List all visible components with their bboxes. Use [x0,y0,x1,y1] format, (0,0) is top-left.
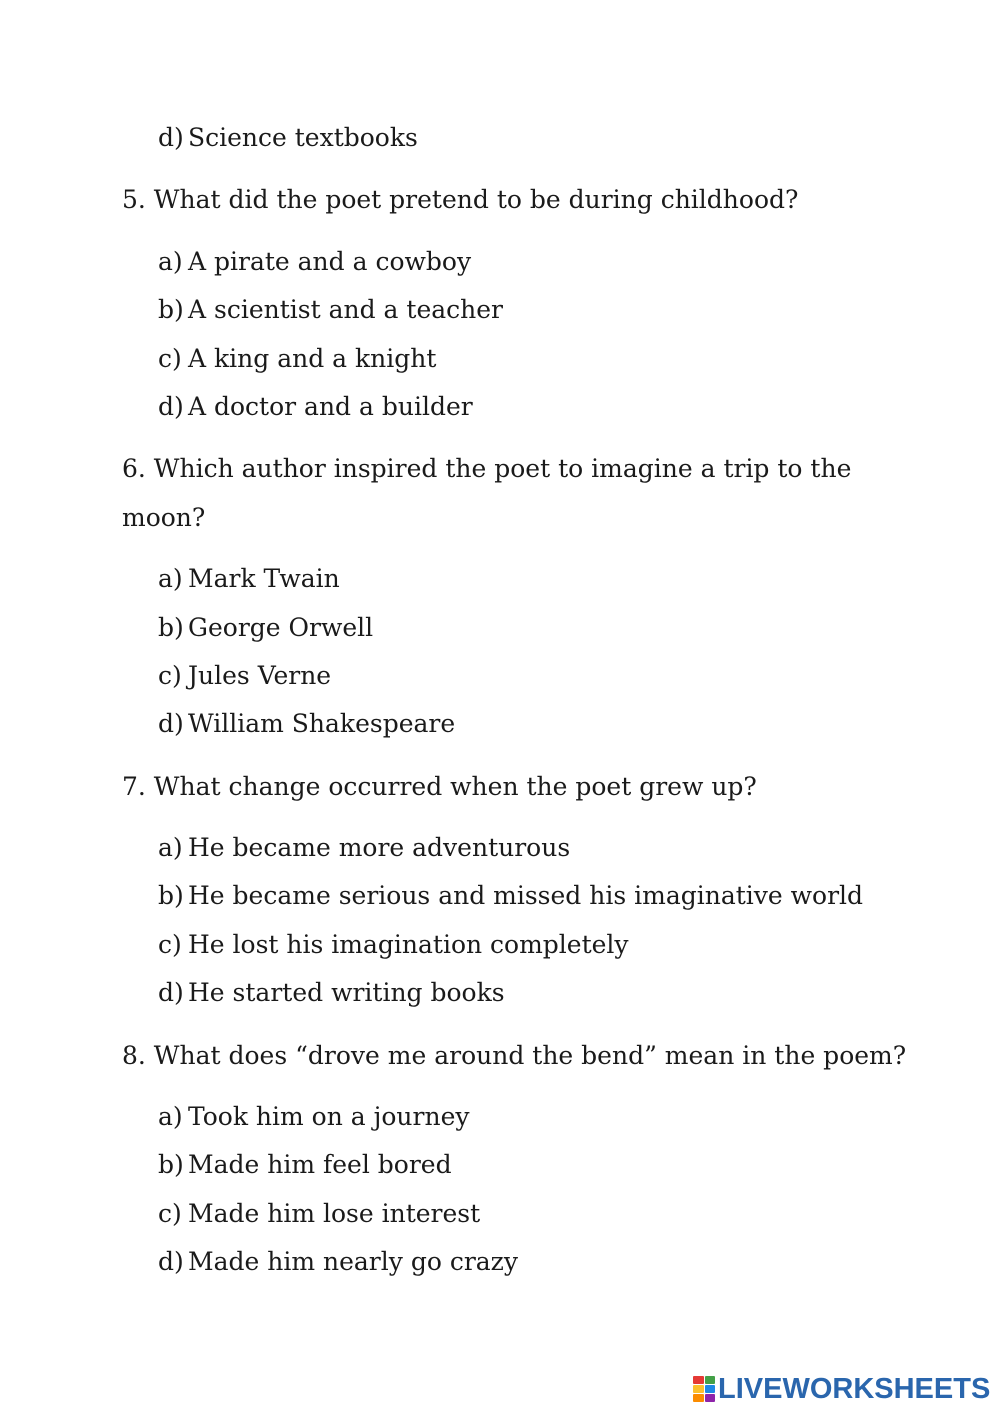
answer-option [158,123,418,153]
question-text [122,185,798,215]
option-letter: c) [158,930,182,959]
answer-option [158,661,331,691]
option-text: A doctor and a builder [188,392,473,421]
answer-option [158,564,340,594]
option-letter: a) [158,564,183,593]
question-label: 5. What did the poet pretend to be during childhood? [122,185,799,214]
answer-option [158,1247,518,1277]
option-letter: a) [158,247,183,276]
question-label: 7. What change occurred when the poet grew up? [122,772,757,801]
logo-square [693,1394,704,1402]
liveworksheets-logo-icon [693,1376,715,1402]
liveworksheets-logo[interactable] [693,1372,990,1406]
answer-option [158,1102,470,1132]
option-text: William Shakespeare [188,709,456,738]
option-text: Took him on a journey [188,1102,470,1131]
answer-option [158,1150,452,1180]
answer-option [158,833,570,863]
question-text [122,503,205,533]
option-text: George Orwell [188,613,374,642]
option-text: A pirate and a cowboy [188,247,472,276]
option-text: Mark Twain [188,564,340,593]
option-text: Made him nearly go crazy [188,1247,518,1276]
answer-option [158,392,473,422]
option-letter: a) [158,1102,183,1131]
option-text: Made him lose interest [188,1199,481,1228]
option-text: Jules Verne [188,661,332,690]
answer-option [158,344,436,374]
option-letter: b) [158,613,184,642]
logo-text: LIVEWORKSHEETS [718,1372,991,1405]
question-label: 6. Which author inspired the poet to imagine a trip to the [122,454,852,483]
question-label: moon? [122,503,206,532]
option-letter: c) [158,1199,182,1228]
answer-option [158,295,503,325]
question-label: 8. What does “drove me around the bend” mean in the poem? [122,1041,907,1070]
option-text: He became more adventurous [188,833,571,862]
option-letter: c) [158,344,182,373]
option-text: A king and a knight [188,344,437,373]
option-text: A scientist and a teacher [188,295,503,324]
answer-option [158,881,863,911]
option-letter: a) [158,833,183,862]
answer-option [158,247,471,277]
question-text [122,772,757,802]
option-letter: d) [158,978,184,1007]
option-text: He lost his imagination completely [188,930,629,959]
answer-option [158,930,629,960]
answer-option [158,613,373,643]
answer-option [158,978,505,1008]
option-letter: b) [158,1150,184,1179]
question-text [122,454,851,484]
option-letter: c) [158,661,182,690]
logo-square [705,1376,716,1384]
option-letter: d) [158,1247,184,1276]
option-text: Made him feel bored [188,1150,452,1179]
option-letter: d) [158,709,184,738]
option-letter: d) [158,123,184,152]
answer-option [158,709,455,739]
option-letter: b) [158,881,184,910]
logo-square [693,1376,704,1384]
logo-square [693,1385,704,1393]
logo-square [705,1394,716,1402]
option-text: He became serious and missed his imaginative world [188,881,864,910]
option-text: He started writing books [188,978,505,1007]
question-text [122,1041,906,1071]
logo-square [705,1385,716,1393]
option-letter: d) [158,392,184,421]
answer-option [158,1199,480,1229]
option-text: Science textbooks [188,123,418,152]
option-letter: b) [158,295,184,324]
